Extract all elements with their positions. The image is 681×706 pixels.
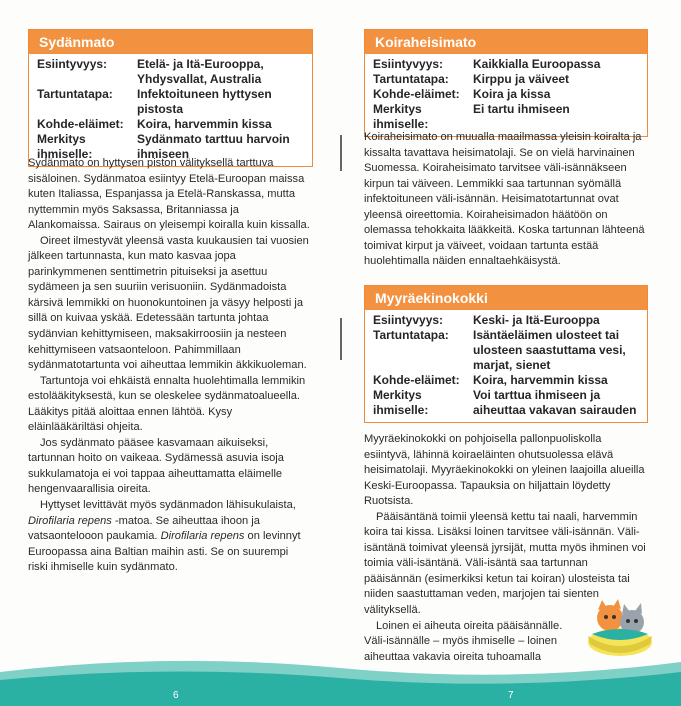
koiraheisimato-box xyxy=(364,29,648,137)
paragraph: Sydänmato on hyttysen piston välityksellä tarttuva sisäloinen. Sydänmatoa esiintyy Etelä-Euroopan maissa kuten Italiassa, Espanjassa ja Etelä-Ranskassa, mutta nyttemmin myös Saksassa, Britanniassa ja Alankomaissa. Sairaus on yleisempi koiralla kuin kissalla. xyxy=(28,157,310,232)
paragraph: Koiraheisimato on muualla maailmassa yleisin koiralta ja kissalta tavattava heisimatolaji. Se on vielä harvinainen Suomessa. Koiraheisimato tarvitsee väli-isännäkseen kirpun tai väiveen. Lemmikki saa tartunnan syömällä infektoituneen väli-isännän. Heisimatotartunnat ovat yleensä oireettomia. Koiraheisimadon häätöön on olemassa tehokkaita lääkkeitä. Koska tartunnan lähteenä toimivat kirput ja väiveet, voidaan tartunta estää huolehtimalla näiden ennaltaehkäisystä. xyxy=(364,131,645,268)
fact-row: Esiintyvyys: Kaikkialla Euroopassa xyxy=(373,57,601,71)
page-number-right: 7 xyxy=(508,690,514,701)
sydanmato-text xyxy=(28,156,310,576)
fact-row: Tartuntatapa: Isäntäeläimen ulosteet tai ulosteen saastuttama vesi, marjat, sienet xyxy=(373,328,626,372)
sydanmato-title: Sydänmato xyxy=(29,30,312,54)
fact-row: Merkitys ihmiselle: Voi tarttua ihmiseen ja aiheuttaa vakavan sairauden xyxy=(373,388,637,417)
paragraph: Loinen ei aiheuta oireita pääisännälle. xyxy=(376,619,563,632)
paragraph: Jos sydänmato pääsee kasvamaan aikuiseksi, tartunnan hoito on vaikeaa. Sydämessä asuvia isoja sukkulamatoja ei voi tappaa aiheuttamatta eläimelle hengenvaarallisia oireita. xyxy=(28,436,284,496)
fact-row: Kohde-eläimet: Koira, harvemmin kissa xyxy=(37,117,272,131)
sydanmato-box xyxy=(28,29,313,167)
paragraph: Väli-isännälle – myös ihmiselle – loinen aiheuttaa vakavia oireita tuhoamalla xyxy=(364,635,558,663)
koiraheisimato-text xyxy=(364,130,646,270)
fact-row: Tartuntatapa: Kirppu ja väiveet xyxy=(373,72,570,86)
sydanmato-facts xyxy=(29,54,312,166)
myyraekinokokki-facts xyxy=(365,310,647,422)
paragraph: Tartuntoja voi ehkäistä ennalta huolehtimalla lemmikin estolääkityksestä, kun se oleskelee sydänmatoalueella. Lääkitys pitää aloittaa ennen lähtöä. Kysy eläinlääkäriltäsi ohjeita. xyxy=(28,374,306,434)
fact-row: Merkitys ihmiselle: Sydänmato tarttuu harvoin ihmiseen xyxy=(37,132,290,161)
paragraph: Pääisäntänä toimii yleensä kettu tai naali, harvemmin koira tai kissa. Lisäksi loinen tarvitsee väli-isännän. Väli-isäntänä toimivat yleensä jyrsijät, mutta myös ihminen voi toimia väli-isäntänä. Väli-isäntä saa tartunnan pääisännän (esimerkiksi ketun tai koiran) ulosteista tai niiden saastuttaman veden, marjojen tai sienten välityksellä. xyxy=(364,510,646,617)
paragraph: Oireet ilmestyvät yleensä vasta kuukausien tai vuosien jälkeen tartunnasta, kun mato kasvaa jopa parinkymmenen senttimetrin pituiseksi ja asettuu sydämeen ja sen suuriin verisuoniin. Sydänmadoista kärsivä lemmikki on huonokuntoinen ja väsyy helposti ja sillä on kuivaa yskää. Edetessään tartunta johtaa sydänvian kehittymiseen, maksakirroosiin ja nesteen kehittymiseen vatsaonteloon. Pahimmillaan sydänmatotartunta voi aiheuttaa lemmikin äkkikuoleman. xyxy=(28,234,309,372)
fact-row: Kohde-eläimet: Koira ja kissa xyxy=(373,87,551,101)
fact-row: Kohde-eläimet: Koira, harvemmin kissa xyxy=(373,373,608,387)
fact-row: Esiintyvyys: Etelä- ja Itä-Eurooppa, Yhdysvallat, Australia xyxy=(37,57,264,86)
fact-row: Merkitys ihmiselle: Ei tartu ihmiseen xyxy=(373,102,570,131)
paragraph: Hyttyset levittävät myös sydänmadon lähisukulaista, Dirofilaria repens -matoa. Se aiheuttaa ihoon ja vatsaontelooon paukamia. Dirofilaria repens on levinnyt Euroopassa aina Baltian maihin asti. Se on suurempi riski ihmiselle kuin sydänmato. xyxy=(28,499,301,574)
myyraekinokokki-box xyxy=(364,285,648,423)
paragraph: Myyräekinokokki on pohjoisella pallonpuoliskolla esiintyvä, lähinnä koiraeläinten ohutsuolessa elävä heisimatolaji. Myyräekinokokki on yleinen laajoilla alueilla Keski-Euroopassa. Tapauksia on hiljattain löydetty Ruotsista. xyxy=(364,433,645,508)
koiraheisimato-facts xyxy=(365,54,647,136)
page-number-left: 6 xyxy=(173,690,179,701)
page-divider xyxy=(340,135,342,171)
koiraheisimato-title: Koiraheisimato xyxy=(365,30,647,54)
bottom-wave-decoration xyxy=(0,642,681,706)
fact-row: Esiintyvyys: Keski- ja Itä-Eurooppa xyxy=(373,313,600,327)
fact-row: Tartuntatapa: Infektoituneen hyttysen pistosta xyxy=(37,87,272,116)
page-divider xyxy=(340,318,342,360)
myyraekinokokki-title: Myyräekinokokki xyxy=(365,286,647,310)
